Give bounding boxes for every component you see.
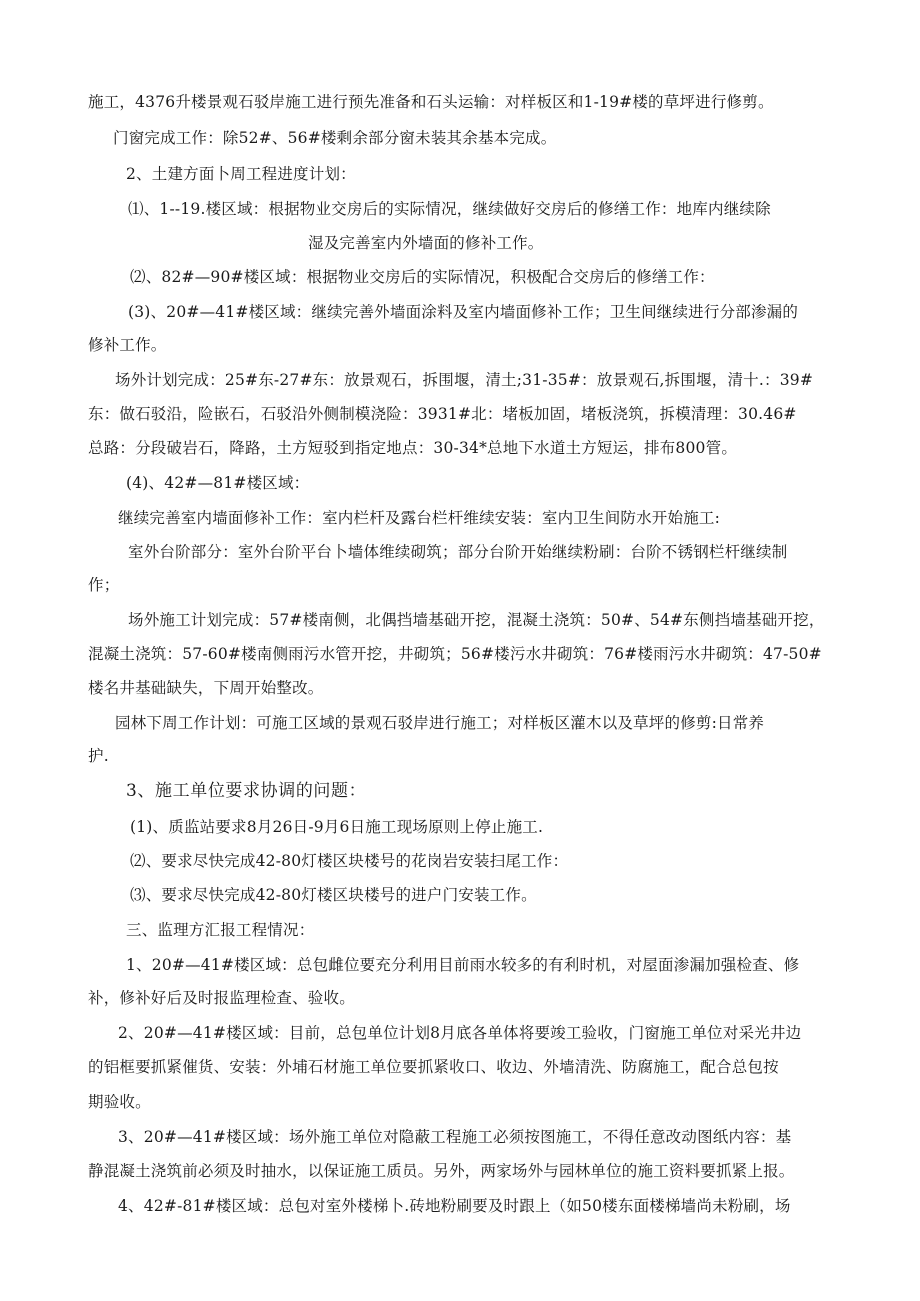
- text-line: 修补工作。: [88, 336, 167, 354]
- text-line: 1、20#—41#楼区域：总包雌位要充分利用目前雨水较多的有利时机，对屋面渗漏加强检查、修: [126, 956, 800, 974]
- text-line: 园林下周工作计划：可施工区域的景观石驳岸进行施工；对样板区灌木以及草坪的修剪:日常养: [115, 714, 765, 732]
- text-line: 总路：分段破岩石，降路，土方短驳到指定地点：30-34*总地下水道土方短运，排布800管。: [88, 439, 738, 457]
- text-line: (3)、20#—41#楼区域：继续完善外墙面涂料及室内墙面修补工作；卫生间继续进行分部渗漏的: [128, 303, 799, 321]
- text-line: 场外施工计划完成：57#楼南侧，北偶挡墙基础开挖，混凝土浇筑：50#、54#东侧挡墙基础开挖，: [128, 611, 825, 629]
- text-line: 楼名井基础缺失，下周开始整改。: [88, 679, 324, 697]
- text-line: 护.: [88, 747, 109, 765]
- text-line: 的铝框要抓紧催货、安装：外埔石材施工单位要抓紧收口、收边、外墙清洗、防腐施工，配合总包按: [88, 1058, 779, 1076]
- text-line: 门窗完成工作：除52#、56#楼剩余部分窗未装其余基本完成。: [113, 129, 557, 147]
- text-line: 室外台阶部分：室外台阶平台卜墙体维续砌筑；部分台阶开始继续粉刷：台阶不锈钢栏杆继续制: [128, 543, 788, 561]
- text-line: (1)、质监站要求8月26日-9月6日施工现场原则上停止施工.: [130, 818, 544, 836]
- text-line: 静混凝土浇筑前必须及时抽水，以保证施工质员。另外，两家场外与园林单位的施工资料要抓紧上报。: [88, 1162, 795, 1180]
- text-line: 4、42#-81#楼区域：总包对室外楼梯卜.砖地粉刷要及时跟上（如50楼东面楼梯墙尚未粉刷，场: [118, 1197, 791, 1215]
- section-heading: 3、施工单位要求协调的问题：: [126, 781, 367, 801]
- text-line: 湿及完善室内外墙面的修补工作。: [308, 234, 544, 252]
- text-line: ⑵、82#—90#楼区域：根据物业交房后的实际情况，积极配合交房后的修缮工作：: [130, 268, 715, 286]
- text-line: 施工，4376升楼景观石驳岸施工进行预先准备和石头运输：对样板区和1-19#楼的草坪进行修剪。: [88, 93, 774, 111]
- text-line: ⑴、1--19.楼区域：根据物业交房后的实际情况，继续做好交房后的修缮工作：地库内继续除: [128, 200, 771, 218]
- text-line: 3、20#—41#楼区域：场外施工单位对隐蔽工程施工必须按图施工，不得任意改动图纸内容：基: [118, 1128, 792, 1146]
- text-line: 2、20#—41#楼区域：目前，总包单位计划8月底各单体将要竣工验收，门窗施工单位对采光井边: [118, 1024, 802, 1042]
- text-line: 场外计划完成：25#东-27#东：放景观石，拆围堰，清土;31-35#：放景观石,拆围堰，清十.：39#: [115, 371, 814, 389]
- section-heading: 三、监理方汇报工程情况：: [126, 921, 315, 939]
- text-line: 作；: [88, 576, 120, 594]
- text-line: 期验收。: [88, 1093, 151, 1111]
- text-line: ⑵、要求尽快完成42-80灯楼区块楼号的花岗岩安装扫尾工作：: [130, 852, 569, 870]
- text-line: 东：做石驳沿，险嵌石，石驳沿外侧制模浇险：3931#北：堵板加固，堵板浇筑，拆模清理：30.46#: [88, 405, 797, 423]
- text-line: 继续完善室内墙面修补工作：室内栏杆及露台栏杆维续安装：室内卫生间防水开始施工:: [118, 509, 721, 527]
- text-line: 混凝土浇筑：57-60#楼南侧雨污水管开挖，井砌筑；56#楼污水井砌筑：76#楼雨污水井砌筑：47-50#: [88, 645, 822, 663]
- section-heading: 2、土建方面卜周工程进度计划：: [126, 165, 356, 183]
- text-line: (4)、42#—81#楼区域：: [126, 474, 310, 492]
- text-line: ⑶、要求尽快完成42-80灯楼区块楼号的进户门安装工作。: [130, 886, 537, 904]
- text-line: 补，修补好后及时报监理检查、验收。: [88, 989, 355, 1007]
